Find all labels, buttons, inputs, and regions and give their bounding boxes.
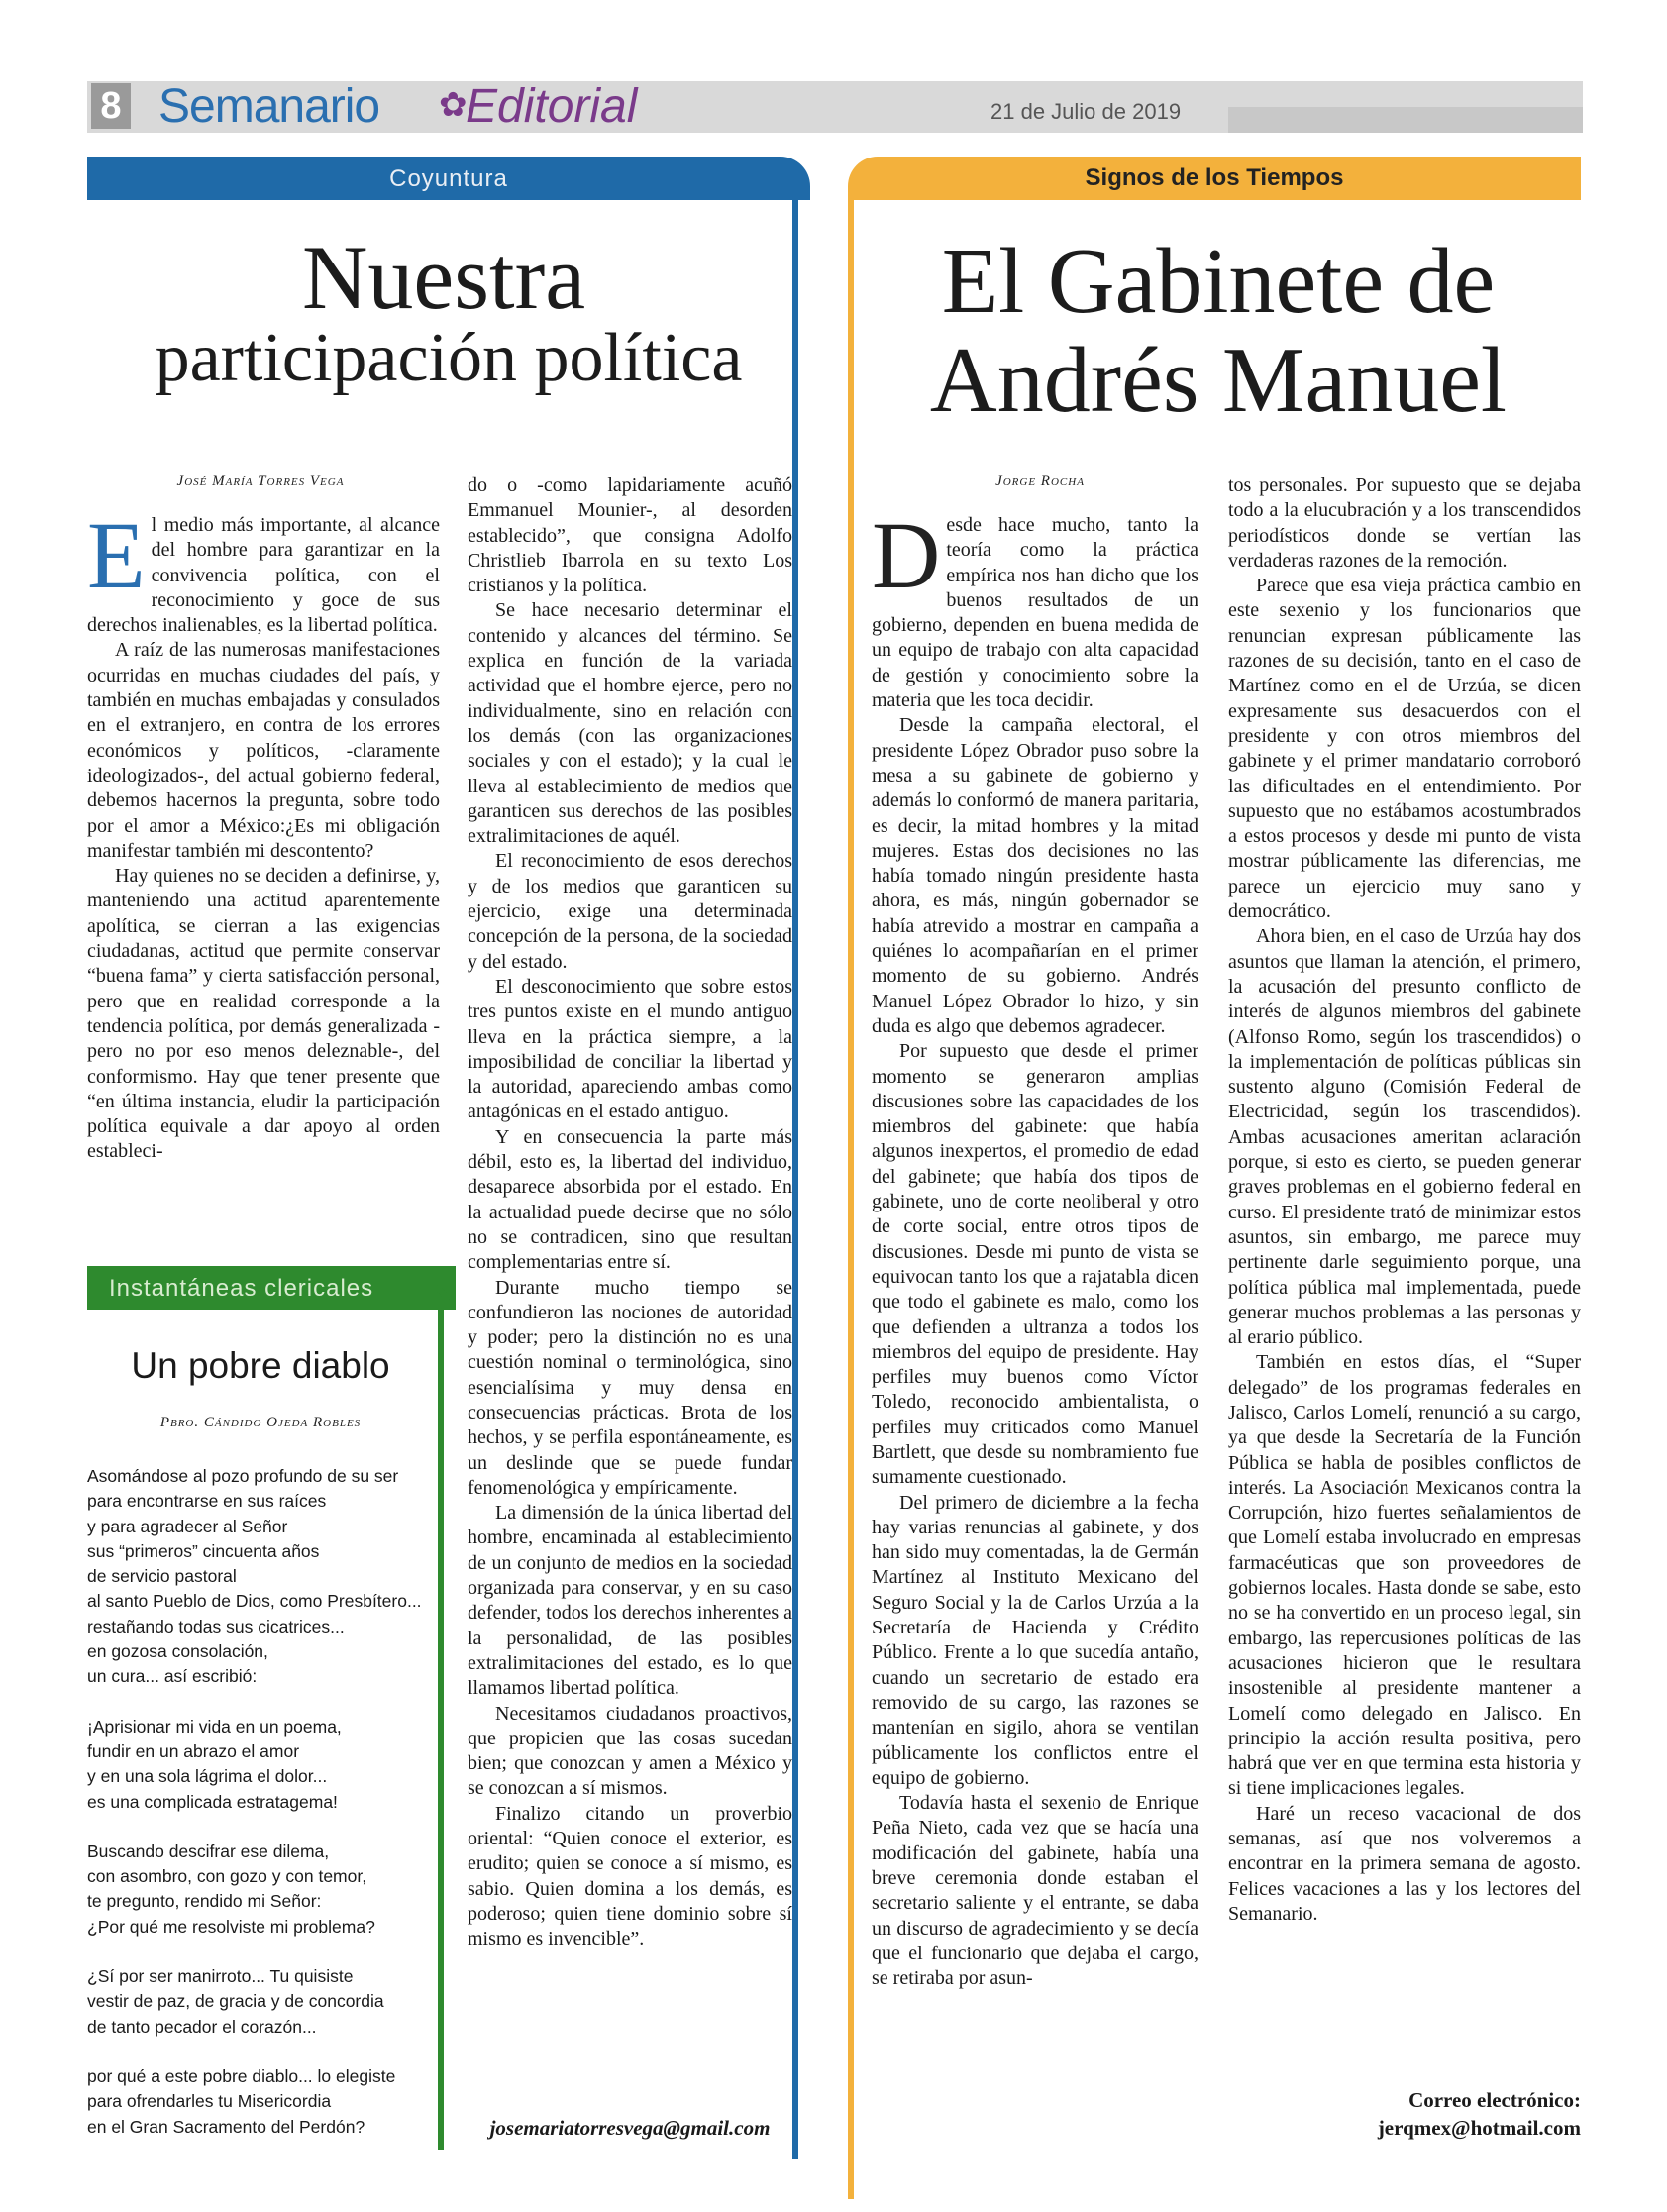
poem-line: para ofrendarles tu Misericordia: [87, 2091, 332, 2112]
paragraph: El reconocimiento de esos derechos y de los medios que garanticen su ejercicio, exige una determinada concepción de la persona, de la sociedad y del estado.: [468, 850, 792, 973]
poem-author: Pbro. Cándido Ojeda Robles: [159, 1415, 362, 1430]
poem-line: y para agradecer al Señor: [87, 1516, 288, 1536]
paragraph: También en estos días, el “Super delegado” de los programas federales en Jalisco, Carlos Lomelí, renunció a su cargo, ya que desde la Secretaría de la Función Pública se habla de posibles conflictos de interés. La Asociación Mexicanos contra la Corrupción, hizo fuertes señalamientos de que Lomelí estaba involucrado en empresas farmacéuticas que son proveedores de gobiernos locales. Hasta donde se sabe, esto no se ha convertido en un proceso legal, sin embargo, las repercusiones políticas de las acusaciones hicieron que le resultara insostenible al presidente mantener a Lomelí como delegado en Jalisco. En principio la acción resulta positiva, pero habrá que ver en que termina esta historia y si tiene implicaciones legales.: [1228, 1351, 1581, 1800]
article-column-2: [1228, 474, 1581, 2078]
poem-line: ¿Sí por ser manirroto... Tu quisiste: [87, 1966, 354, 1987]
article-title-line1: Nuestra: [301, 227, 586, 328]
poem-body: [87, 1464, 432, 2164]
paragraph: La dimensión de la única libertad del hombre, encaminada al establecimiento de un conjunto de medios en la sociedad organizada para conservar, y en su caso defender, todos los derechos inherentes a la personalidad, de las posibles extralimitaciones del estado, es lo que llamamos libertad política.: [468, 1502, 792, 1700]
drop-cap: E: [87, 513, 146, 608]
poem-line: Asomándose al pozo profundo de su ser: [87, 1466, 399, 1486]
sidebar-header: Instantáneas clericales: [87, 1266, 456, 1310]
article-title-line1: El Gabinete de: [941, 230, 1496, 333]
poem-line: Buscando descifrar ese dilema,: [87, 1841, 330, 1861]
paragraph: A raíz de las numerosas manifestaciones ocurridas en muchas ciudades del país, y también en muchas embajadas y consulados en el extranjero, en contra de los errores económicos y políticos, -claramente ideologizados-, del actual gobierno federal, debemos hacernos la pregunta, sobre todo por el amor a México:¿Es mi obligación manifestar también mi descontento?: [87, 639, 440, 862]
author-email[interactable]: josemariatorresvega@gmail.com: [489, 2116, 771, 2140]
poem-line: fundir en un abrazo el amor: [87, 1740, 300, 1761]
poem-line: un cura... así escribió:: [87, 1666, 258, 1687]
author-email[interactable]: jerqmex@hotmail.com: [1377, 2116, 1581, 2140]
paragraph: Por supuesto que desde el primer momento se generaron amplias discusiones sobre las capacidades de los miembros del gabinete: que había algunos inexpertos, el promedio de edad del gabinete; que había dos tipos de gabinete, uno de corte neoliberal y otro de corte social, entre otros tipos de discusiones. Desde mi punto de vista se equivocan tanto los que a rajatabla dicen que todo el gabinete es malo, como los que defienden a ultranza a todos los miembros del equipo de presidente. Hay perfiles muy buenos como Víctor Toledo, reconocido ambientalista, o perfiles muy criticados como Manuel Bartlett, que desde su nombramiento fue sumamente cuestionado.: [872, 1040, 1198, 1489]
poem-line: sus “primeros” cincuenta años: [87, 1540, 320, 1561]
section-rule-right: [848, 188, 854, 2199]
paragraph: esde hace mucho, tanto la teoría como la práctica empírica nos han dicho que los buenos resultados de un gobierno, dependen en buena medida de un equipo de trabajo con alta capacidad de gestión y conocimiento sobre la materia que les toca decidir.: [872, 514, 1198, 712]
paragraph: Desde la campaña electoral, el presidente López Obrador puso sobre la mesa a su gabinete de gobierno y además lo conformó de manera paritaria, es decir, la mitad hombres y la mitad mujeres. Estas dos decisiones no las había tomado ningún presidente hasta ahora, es más, ningún gobernador se había atrevido a mostrar en campaña a quiénes lo acompañarían en el primer momento de su gobierno. Andrés Manuel López Obrador lo hizo, y sin duda es algo que debemos agradecer.: [872, 714, 1198, 1037]
paragraph: do o -como lapidariamente acuñó Emmanuel Mounier-, al desorden establecido”, que consigna Adolfo Christlieb Ibarrola en su texto Los cristianos y la política.: [468, 474, 792, 597]
paragraph: Y en consecuencia la parte más débil, esto es, la libertad del individuo, desaparece absorbida por el estado. En la actualidad puede decirse que no sólo no se contradicen, sino que resultan complementarias entre sí.: [468, 1125, 792, 1274]
poem-line: ¿Por qué me resolviste mi problema?: [87, 1916, 375, 1937]
poem-line: en el Gran Sacramento del Perdón?: [87, 2116, 365, 2137]
poem-line: restañando todas sus cicatrices...: [87, 1616, 345, 1636]
poem-line: de servicio pastoral: [87, 1566, 237, 1587]
article-author: José María Torres Vega: [176, 474, 345, 489]
poem-line: al santo Pueblo de Dios, como Presbítero...: [87, 1591, 422, 1612]
article-column-1: [87, 513, 440, 1266]
poem-line: ¡Aprisionar mi vida en un poema,: [87, 1716, 342, 1737]
poem-stanza: [87, 1840, 432, 1940]
paragraph: tos personales. Por supuesto que se dejaba todo a la elucubración y a los transcendidos periodísticos donde se vertían las verdaderas razones de la remoción.: [1228, 474, 1581, 572]
poem-title: Un pobre diablo: [131, 1345, 390, 1386]
section-rule-left: [792, 188, 810, 2159]
paragraph: Ahora bien, en el caso de Urzúa hay dos asuntos que llaman la atención, el primero, la acusación del presunto conflicto de interés de algunos miembros del gabinete (Alfonso Romo, según los trascendidos) o la implementación de políticas públicas sin sustento alguno (Comisión Federal de Electricidad, según los trascendidos). Ambas acusaciones ameritan aclaración porque, si esto es cierto, se pueden generar graves problemas en el gobierno federal en curso. El presidente trató de minimizar estos asuntos, sin embargo, me parece muy pertinente darle seguimiento porque, una política pública mal implementada, puede generar muchos problemas a las personas y al erario público.: [1228, 925, 1581, 1349]
page-number: 8: [91, 83, 131, 129]
article-column-2: [468, 474, 792, 2098]
poem-stanza: [87, 1964, 432, 2040]
paragraph: Finalizo citando un proverbio oriental: “Quien conoce el exterior, es erudito; quien se conoce a sí mismo, es sabio. Quien domina a los demás, es poderoso; quien tiene dominio sobre sí mismo es invencible”.: [468, 1802, 792, 1950]
poem-line: y en una sola lágrima el dolor...: [87, 1766, 328, 1787]
paragraph: Haré un receso vacacional de dos semanas, así que nos volveremos a encontrar en la primera semana de agosto. Felices vacaciones a las y los lectores del Semanario.: [1228, 1802, 1581, 1925]
flower-icon: ✿: [439, 87, 468, 124]
paragraph: Durante mucho tiempo se confundieron las nociones de autoridad y poder; pero la distinción no es una cuestión nominal o terminológica, sino esencialísima y muy densa en consecuencias prácticas. Brota de los hechos, y se perfila espontáneamente, es un deslinde que se puede fundar fenomenológica y empíricamente.: [468, 1276, 792, 1499]
poem-line: en gozosa consolación,: [87, 1641, 268, 1662]
paragraph: Necesitamos ciudadanos proactivos, que propicien que las cosas sucedan bien; que conozcan y amen a México y se conozcan a sí mismos.: [468, 1702, 792, 1800]
article-column-1: [872, 513, 1198, 2138]
poem-line: de tanto pecador el corazón...: [87, 2016, 317, 2037]
drop-cap: D: [872, 513, 941, 608]
issue-date: 21 de Julio de 2019: [990, 99, 1182, 124]
poem-line: es una complicada estratagema!: [87, 1791, 338, 1812]
sidebar-rule: [438, 1298, 444, 2150]
poem-line: para encontrarse en sus raíces: [87, 1491, 327, 1512]
paragraph: El desconocimiento que sobre estos tres puntos existe en el mundo antiguo lleva en la práctica siempre, a la imposibilidad de conciliar la libertad y la autoridad, apareciendo ambas como antagónicas en el estado antiguo.: [468, 975, 792, 1123]
poem-line: con asombro, con gozo y con temor,: [87, 1866, 367, 1887]
email-label: Correo electrónico:: [1408, 2088, 1581, 2112]
article-author: Jorge Rocha: [995, 474, 1085, 489]
brand-section: Editorial: [466, 80, 638, 133]
poem-stanza: [87, 1464, 432, 1690]
brand-name: Semanario: [158, 80, 380, 133]
paragraph: Todavía hasta el sexenio de Enrique Peña Nieto, cada vez que se hacía una modificación del gabinete, había una breve ceremonia donde estaban el secretario saliente y el entrante, se daba un discurso de agradecimiento y se decía que el funcionario que dejaba el cargo, se retiraba por asun-: [872, 1792, 1198, 1990]
paragraph: Parece que esa vieja práctica cambio en este sexenio y los funcionarios que renuncian expresan públicamente las razones de su decisión, tanto en el caso de Martínez como en el de Urzúa, se dicen expresamente sus desacuerdos con el presidente y con otros miembros del gabinete y el primer mandatario corroboró las dificultades en el entendimiento. Por supuesto que no estábamos acostumbrados a estos procesos y desde mi punto de vista mostrar públicamente las diferencias, me parece un ejercicio muy sano y democrático.: [1228, 575, 1581, 923]
masthead-bar-accent: [1228, 107, 1583, 133]
paragraph: l medio más importante, al alcance del hombre para garantizar en la convivencia política, con el reconocimiento y goce de sus derechos inalienables, es la libertad política.: [87, 514, 440, 637]
poem-line: por qué a este pobre diablo... lo elegiste: [87, 2065, 396, 2086]
poem-line: vestir de paz, de gracia y de concordia: [87, 1991, 384, 2012]
article-title-line2: participación política: [155, 320, 743, 396]
poem-line: te pregunto, rendido mi Señor:: [87, 1891, 322, 1912]
article-title-line2: Andrés Manuel: [929, 329, 1508, 432]
poem-stanza: [87, 1715, 432, 1815]
poem-stanza: [87, 2064, 432, 2140]
section-header-signos: Signos de los Tiempos: [848, 157, 1581, 200]
paragraph: Se hace necesario determinar el contenido y alcances del término. Se explica en función de la variada actividad que el hombre ejerce, pero no individualmente, sino en relación con los demás (con las organizaciones sociales y con el estado); y la cual le lleva al establecimiento de medios que garanticen sus derechos de las posibles extralimitaciones de aquél.: [468, 599, 792, 848]
paragraph: Hay quienes no se deciden a definirse, y, manteniendo una actitud aparentemente apolítica, se cierran a las exigencias ciudadanas, actitud que permite conservar “buena fama” y cierta satisfacción personal, pero que en realidad corresponde a la tendencia política, por demás generalizada -pero no por eso menos deleznable-, del conformismo. Hay que tener presente que “en última instancia, eludir la participación política equivale a dar apoyo al orden estableci-: [87, 865, 440, 1163]
paragraph: Del primero de diciembre a la fecha hay varias renuncias al gabinete, y dos han sido muy comentadas, la de Germán Martínez al Instituto Mexicano del Seguro Social y la de Carlos Urzúa a la Secretaría de Hacienda y Crédito Público. Frente a lo que sucedía antaño, cuando un secretario de estado era removido de su cargo, las razones se mantenían en sigilo, ahora se ventilan públicamente los conflictos entre el equipo de gobierno.: [872, 1491, 1198, 1789]
section-header-coyuntura: Coyuntura: [87, 157, 810, 200]
